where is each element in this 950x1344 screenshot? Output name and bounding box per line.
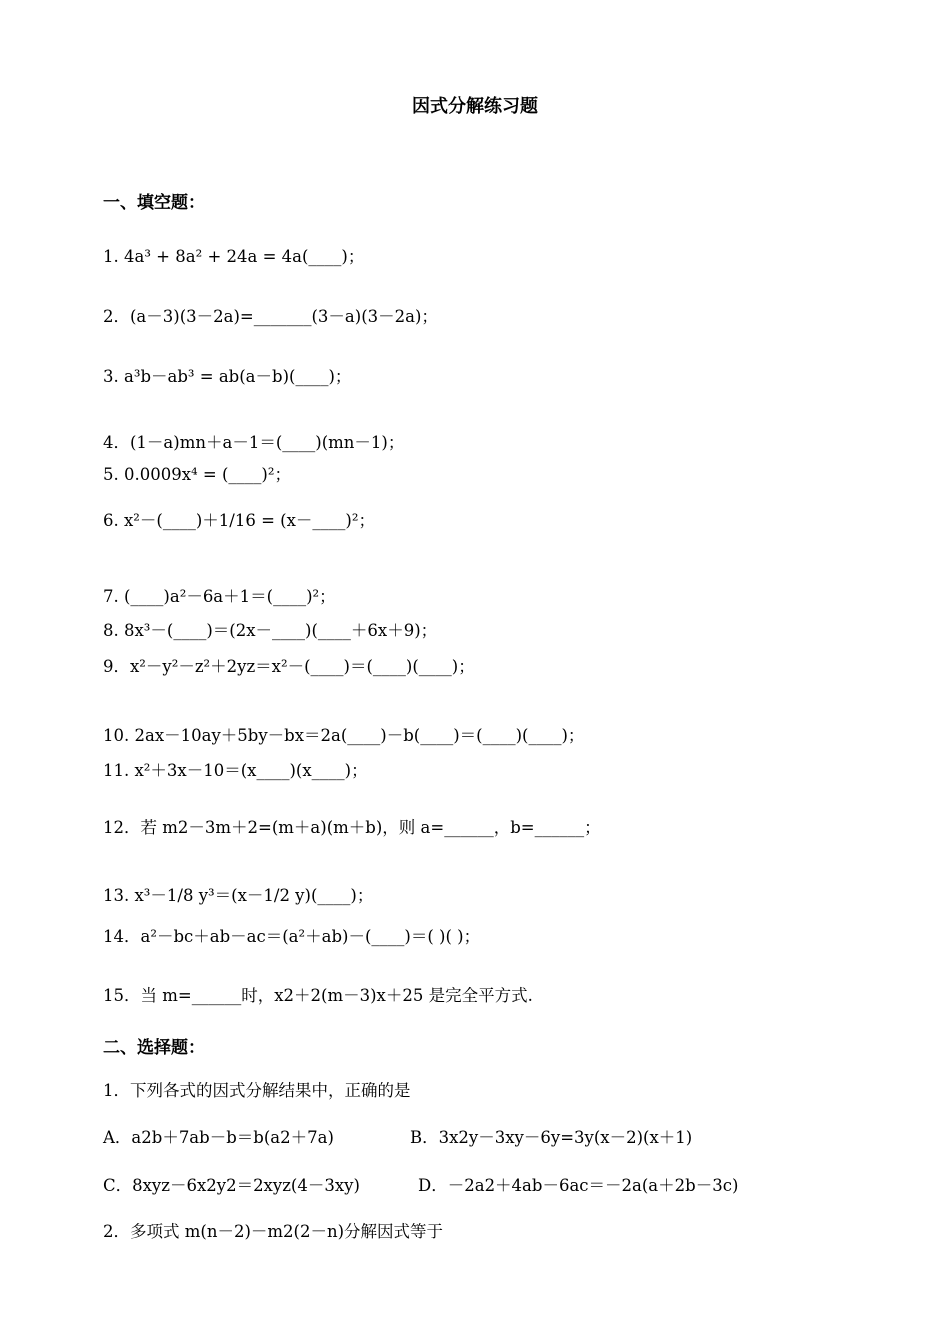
question-14: 14．a²－bc＋ab－ac＝(a²＋ab)－(____)＝( )( )； xyxy=(103,927,481,946)
question-3: 3. a³b－ab³ = ab(a－b)(____)； xyxy=(103,367,352,386)
page-title: 因式分解练习题 xyxy=(412,96,538,117)
question-9: 9．x²－y²－z²＋2yz＝x²－(____)＝(____)(____)； xyxy=(103,657,475,676)
option-d: D．－2a2＋4ab－6ac＝－2a(a＋2b－3c) xyxy=(418,1176,739,1195)
question-5: 5. 0.0009x⁴ = (____)²； xyxy=(103,465,291,484)
option-a: A．a2b＋7ab－b＝b(a2＋7a) xyxy=(103,1128,334,1147)
option-c: C．8xyz－6x2y2＝2xyz(4－3xy) xyxy=(103,1176,360,1195)
option-b: B．3x2y－3xy－6y=3y(x－2)(x＋1) xyxy=(410,1128,693,1147)
question-8: 8. 8x³－(____)＝(2x－____)(____＋6x＋9)； xyxy=(103,621,438,640)
question-7: 7. (____)a²－6a＋1＝(____)²； xyxy=(103,587,336,606)
section-heading-choice: 二、选择题： xyxy=(103,1038,205,1058)
question-4: 4．(1－a)mn＋a－1＝(____)(mn－1)； xyxy=(103,433,405,452)
question-12: 12．若 m2－3m＋2=(m＋a)(m＋b)，则 a=______，b=______； xyxy=(103,818,601,837)
question-2: 2．(a－3)(3－2a)=_______(3－a)(3－2a)； xyxy=(103,307,438,326)
choice-question-1: 1．下列各式的因式分解结果中，正确的是 xyxy=(103,1081,411,1100)
question-6: 6. x²－(____)＋1/16 = (x－____)²； xyxy=(103,511,375,530)
question-11: 11. x²＋3x－10＝(x____)(x____)； xyxy=(103,761,368,780)
question-15: 15．当 m=______时，x2＋2(m－3)x＋25 是完全平方式. xyxy=(103,986,533,1005)
question-10: 10. 2ax－10ay＋5by－bx＝2a(____)－b(____)＝(____)(____)； xyxy=(103,726,585,745)
section-heading-fill: 一、填空题： xyxy=(103,193,205,213)
question-1: 1. 4a³ + 8a² + 24a = 4a(____)； xyxy=(103,247,365,266)
question-13: 13. x³－1/8 y³＝(x－1/2 y)(____)； xyxy=(103,886,374,905)
choice-question-2: 2．多项式 m(n－2)－m2(2－n)分解因式等于 xyxy=(103,1222,444,1241)
